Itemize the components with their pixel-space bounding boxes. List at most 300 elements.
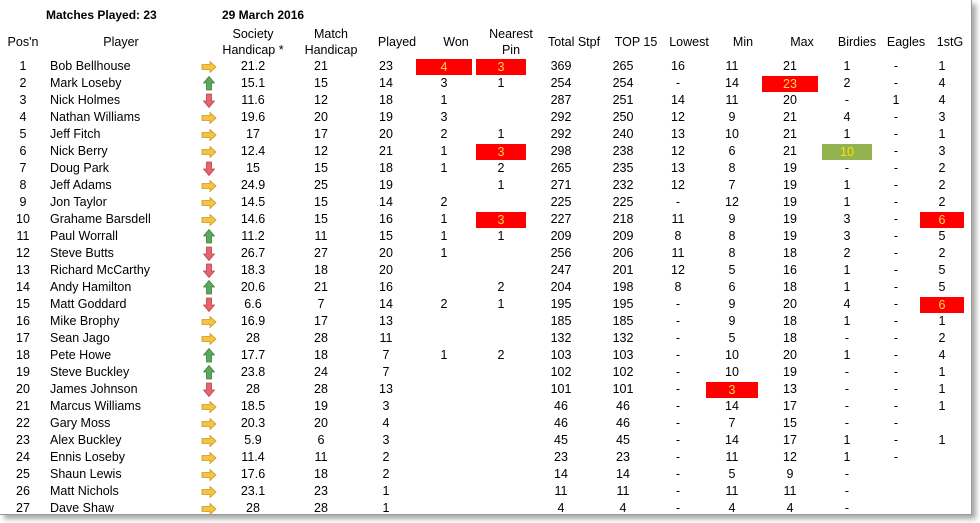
top15-score-cell: 132 — [612, 331, 634, 345]
lowest-score-cell: - — [675, 195, 681, 209]
min-score-cell: 7 — [728, 416, 736, 430]
header-birdies: Birdies — [837, 35, 877, 49]
player-name-cell: Andy Hamilton — [50, 280, 132, 294]
table-row — [0, 245, 966, 262]
lowest-score-cell: 14 — [671, 93, 685, 107]
player-name-cell: Dave Shaw — [50, 501, 114, 515]
total-stableford-cell: 265 — [550, 161, 572, 175]
top15-score-cell: 103 — [612, 348, 634, 362]
match-handicap-cell: 17 — [314, 314, 328, 328]
min-score-cell: 10 — [725, 348, 739, 362]
arrow-right-icon — [196, 466, 222, 483]
min-score-cell: 14 — [725, 76, 739, 90]
player-name-cell: Mike Brophy — [50, 314, 120, 328]
top15-score-cell: 45 — [616, 433, 630, 447]
lowest-score-cell: 8 — [674, 229, 682, 243]
total-stableford-cell: 271 — [550, 178, 572, 192]
max-score-cell: 19 — [783, 365, 797, 379]
player-name-cell: Jon Taylor — [50, 195, 107, 209]
player-name-cell: Marcus Williams — [50, 399, 141, 413]
total-stableford-cell: 46 — [554, 416, 568, 430]
table-row — [0, 126, 966, 143]
nearest-pin-count-cell — [474, 449, 528, 466]
nearest-pin-count-cell — [474, 398, 528, 415]
lowest-score-cell: - — [675, 416, 681, 430]
top15-score-cell: 102 — [612, 365, 634, 379]
nearest-pin-count-cell — [474, 211, 528, 228]
top15-score-cell: 195 — [612, 297, 634, 311]
standings-table — [0, 58, 966, 517]
lowest-score-cell: 11 — [671, 212, 685, 226]
won-count-cell — [414, 483, 474, 500]
table-row — [0, 296, 966, 313]
society-handicap-cell: 6.6 — [244, 297, 262, 311]
match-handicap-cell: 28 — [314, 501, 328, 515]
first-gross-count-cell: 2 — [938, 246, 946, 260]
pos-cell-cell: 27 — [16, 501, 30, 515]
pos-cell-cell: 9 — [19, 195, 27, 209]
society-handicap-cell: 28 — [246, 382, 260, 396]
pos-cell-cell: 21 — [16, 399, 30, 413]
header-lowest: Lowest — [669, 35, 709, 49]
society-handicap-cell: 28 — [246, 501, 260, 515]
top15-score-cell: 101 — [612, 382, 634, 396]
max-score-cell: 9 — [786, 467, 794, 481]
eagles-count-cell: - — [893, 365, 899, 379]
player-name-cell: Jeff Adams — [50, 178, 112, 192]
nearest-pin-count-cell: 1 — [497, 127, 505, 141]
eagles-count-cell: - — [893, 450, 899, 464]
player-name-cell: Nathan Williams — [50, 110, 141, 124]
pos-cell-cell: 6 — [19, 144, 27, 158]
eagles-count-cell: - — [893, 314, 899, 328]
society-handicap-cell: 26.7 — [240, 246, 266, 260]
header-max: Max — [790, 35, 814, 49]
society-handicap-cell: 12.4 — [240, 144, 266, 158]
min-score-cell: 11 — [725, 59, 739, 73]
birdies-count-cell — [820, 143, 874, 160]
nearest-pin-count-cell: 1 — [497, 178, 505, 192]
society-handicap-cell: 14.5 — [240, 195, 266, 209]
top15-score-cell: 14 — [616, 467, 630, 481]
society-handicap-cell: 28 — [246, 331, 260, 345]
pos-cell-cell: 13 — [16, 263, 30, 277]
won-count-highlighted: 4 — [416, 59, 472, 75]
match-handicap-cell: 20 — [314, 110, 328, 124]
pos-cell-cell: 8 — [19, 178, 27, 192]
arrow-down-icon — [196, 245, 222, 262]
arrow-right-icon — [196, 177, 222, 194]
eagles-count-cell: - — [893, 127, 899, 141]
society-handicap-cell: 15 — [246, 161, 260, 175]
first-gross-count-cell — [918, 415, 966, 432]
arrow-up-icon — [196, 279, 222, 296]
lowest-score-cell: - — [675, 484, 681, 498]
player-name-cell: Bob Bellhouse — [50, 59, 131, 73]
eagles-count-cell — [874, 483, 918, 500]
min-score-cell: 10 — [725, 365, 739, 379]
arrow-right-icon — [196, 143, 222, 160]
top15-score-cell: 206 — [612, 246, 634, 260]
top15-score-cell: 240 — [612, 127, 634, 141]
max-score-cell: 20 — [783, 348, 797, 362]
won-count-cell: 3 — [440, 110, 448, 124]
society-handicap-cell: 20.3 — [240, 416, 266, 430]
min-score-cell: 5 — [728, 331, 736, 345]
table-row — [0, 347, 966, 364]
total-stableford-cell: 287 — [550, 93, 572, 107]
pos-cell-cell: 19 — [16, 365, 30, 379]
eagles-count-cell — [874, 500, 918, 517]
eagles-count-cell: - — [893, 161, 899, 175]
lowest-score-cell: 12 — [671, 110, 685, 124]
eagles-count-cell: - — [893, 229, 899, 243]
birdies-count-cell: - — [844, 416, 850, 430]
birdies-count-cell: 3 — [843, 212, 851, 226]
arrow-right-icon — [196, 313, 222, 330]
table-row — [0, 211, 966, 228]
nearest-pin-count-cell — [474, 483, 528, 500]
played-count-cell: 20 — [379, 263, 393, 277]
player-name-cell: Shaun Lewis — [50, 467, 122, 481]
eagles-count-cell: - — [893, 280, 899, 294]
header-eagles: Eagles — [886, 35, 926, 49]
first-gross-count-cell — [918, 483, 966, 500]
lowest-score-cell: - — [675, 348, 681, 362]
first-gross-count-cell: 1 — [938, 382, 946, 396]
player-name-cell: Nick Berry — [50, 144, 108, 158]
played-count-cell: 3 — [382, 433, 390, 447]
max-score-cell: 19 — [783, 161, 797, 175]
society-handicap-cell: 21.2 — [240, 59, 266, 73]
top15-score-cell: 238 — [612, 144, 634, 158]
first-gross-count-cell — [918, 500, 966, 517]
top15-score-cell: 4 — [619, 501, 627, 515]
birdies-count-cell: - — [844, 399, 850, 413]
total-stableford-cell: 103 — [550, 348, 572, 362]
table-date: 29 March 2016 — [222, 8, 305, 22]
match-handicap-cell: 23 — [314, 484, 328, 498]
top15-score-cell: 11 — [616, 484, 630, 498]
player-name-cell: Mark Loseby — [50, 76, 122, 90]
birdies-count-cell: 3 — [843, 229, 851, 243]
eagles-count-cell: - — [893, 59, 899, 73]
top15-score-cell: 46 — [616, 399, 630, 413]
player-name-cell: Jeff Fitch — [50, 127, 101, 141]
match-handicap-cell: 28 — [314, 331, 328, 345]
min-score-cell: 5 — [728, 263, 736, 277]
match-handicap-cell: 27 — [314, 246, 328, 260]
total-stableford-cell: 209 — [550, 229, 572, 243]
total-stableford-cell: 14 — [554, 467, 568, 481]
first-gross-count-cell: 1 — [938, 127, 946, 141]
first-gross-count-cell: 5 — [938, 280, 946, 294]
min-score-cell: 8 — [728, 229, 736, 243]
society-handicap-cell: 18.5 — [240, 399, 266, 413]
arrow-right-icon — [196, 500, 222, 517]
max-score-cell: 12 — [783, 450, 797, 464]
birdies-count-cell: 1 — [843, 263, 851, 277]
lowest-score-cell: 8 — [674, 280, 682, 294]
arrow-up-icon — [196, 75, 222, 92]
first-gross-count-cell: 1 — [938, 399, 946, 413]
pos-cell-cell: 25 — [16, 467, 30, 481]
nearest-pin-count-cell — [474, 313, 528, 330]
top15-score-cell: 254 — [612, 76, 634, 90]
total-stableford-cell: 46 — [554, 399, 568, 413]
lowest-score-cell: - — [675, 501, 681, 515]
birdies-count-cell: 1 — [843, 314, 851, 328]
header-played: Played — [377, 35, 417, 49]
eagles-count-cell: - — [893, 212, 899, 226]
played-count-cell: 4 — [382, 416, 390, 430]
total-stableford-cell: 101 — [550, 382, 572, 396]
total-stableford-cell: 292 — [550, 127, 572, 141]
pos-cell-cell: 18 — [16, 348, 30, 362]
min-score-cell: 5 — [728, 467, 736, 481]
nearest-pin-count-cell — [474, 92, 528, 109]
won-count-cell — [414, 415, 474, 432]
nearest-pin-count-cell — [474, 432, 528, 449]
arrow-right-icon — [196, 58, 222, 75]
birdies-count-cell: 1 — [843, 178, 851, 192]
played-count-cell: 16 — [379, 280, 393, 294]
birdies-count-cell: 2 — [843, 246, 851, 260]
total-stableford-cell: 185 — [550, 314, 572, 328]
society-handicap-cell: 11.2 — [241, 229, 265, 243]
total-stableford-cell: 225 — [550, 195, 572, 209]
table-row — [0, 194, 966, 211]
table-row — [0, 262, 966, 279]
lowest-score-cell: 13 — [671, 161, 685, 175]
played-count-cell: 14 — [379, 76, 393, 90]
first-gross-count-highlighted: 6 — [920, 297, 964, 313]
played-count-cell: 13 — [379, 314, 393, 328]
society-handicap-cell: 19.6 — [240, 110, 266, 124]
society-handicap-cell: 20.6 — [240, 280, 266, 294]
played-count-cell: 20 — [379, 127, 393, 141]
won-count-cell — [414, 313, 474, 330]
won-count-cell: 1 — [440, 246, 448, 260]
eagles-count-cell: - — [893, 433, 899, 447]
birdies-count-cell: 1 — [843, 195, 851, 209]
birdies-count-cell: 1 — [843, 280, 851, 294]
match-handicap-cell: 20 — [314, 416, 328, 430]
first-gross-count-cell: 2 — [938, 161, 946, 175]
match-handicap-cell: 19 — [314, 399, 328, 413]
total-stableford-cell: 132 — [550, 331, 572, 345]
total-stableford-cell: 369 — [550, 59, 572, 73]
birdies-count-cell: 2 — [843, 76, 851, 90]
played-count-cell: 3 — [382, 399, 390, 413]
total-stableford-cell: 23 — [554, 450, 568, 464]
pos-cell-cell: 7 — [19, 161, 27, 175]
player-name-cell: Grahame Barsdell — [50, 212, 151, 226]
min-score-cell: 8 — [728, 161, 736, 175]
top15-score-cell: 46 — [616, 416, 630, 430]
played-count-cell: 14 — [379, 195, 393, 209]
birdies-count-cell: 1 — [843, 348, 851, 362]
played-count-cell: 11 — [379, 331, 393, 345]
table-row — [0, 483, 966, 500]
lowest-score-cell: 16 — [671, 59, 685, 73]
pos-cell-cell: 14 — [16, 280, 30, 294]
min-score-cell: 7 — [728, 178, 736, 192]
total-stableford-cell: 4 — [557, 501, 565, 515]
table-row — [0, 75, 966, 92]
max-score-cell: 19 — [783, 212, 797, 226]
arrow-down-icon — [196, 92, 222, 109]
arrow-up-icon — [196, 347, 222, 364]
lowest-score-cell: - — [675, 450, 681, 464]
first-gross-count-cell: 4 — [938, 93, 946, 107]
match-handicap-cell: 11 — [314, 229, 328, 243]
player-name-cell: James Johnson — [50, 382, 138, 396]
eagles-count-cell: - — [893, 246, 899, 260]
match-handicap-cell: 15 — [314, 195, 328, 209]
arrow-up-icon — [196, 364, 222, 381]
table-row — [0, 109, 966, 126]
society-handicap-cell: 15.1 — [240, 76, 266, 90]
arrow-right-icon — [196, 330, 222, 347]
nearest-pin-count-cell — [474, 262, 528, 279]
match-handicap-cell: 18 — [314, 467, 328, 481]
header-player: Player — [103, 35, 139, 49]
header-top15: TOP 15 — [614, 35, 658, 49]
won-count-cell — [414, 398, 474, 415]
birdies-count-highlighted: 10 — [822, 144, 872, 160]
player-name-cell: Pete Howe — [50, 348, 112, 362]
won-count-cell: 1 — [440, 348, 448, 362]
nearest-pin-count-cell — [474, 364, 528, 381]
match-handicap-cell: 18 — [314, 348, 328, 362]
arrow-right-icon — [196, 109, 222, 126]
player-name-cell: Steve Buckley — [50, 365, 130, 379]
player-name-cell: Nick Holmes — [50, 93, 121, 107]
arrow-right-icon — [196, 483, 222, 500]
arrow-right-icon — [196, 432, 222, 449]
min-score-cell: 9 — [728, 297, 736, 311]
max-score-cell: 17 — [783, 399, 797, 413]
table-row — [0, 364, 966, 381]
min-score-cell: 8 — [728, 246, 736, 260]
player-name-cell: Richard McCarthy — [50, 263, 151, 277]
pos-cell-cell: 2 — [19, 76, 27, 90]
top15-score-cell: 209 — [612, 229, 634, 243]
max-score-cell: 4 — [786, 501, 794, 515]
max-score-cell: 18 — [783, 280, 797, 294]
arrow-down-icon — [196, 381, 222, 398]
pos-cell-cell: 1 — [19, 59, 27, 73]
eagles-count-cell: - — [893, 178, 899, 192]
won-count-cell: 1 — [440, 161, 448, 175]
top15-score-cell: 198 — [612, 280, 634, 294]
first-gross-count-cell — [918, 466, 966, 483]
eagles-count-cell: - — [893, 76, 899, 90]
played-count-cell: 7 — [382, 365, 390, 379]
eagles-count-cell: - — [893, 399, 899, 413]
birdies-count-cell: 1 — [843, 450, 851, 464]
arrow-up-icon — [196, 228, 222, 245]
top15-score-cell: 23 — [616, 450, 630, 464]
top15-score-cell: 201 — [612, 263, 634, 277]
arrow-down-icon — [196, 262, 222, 279]
first-gross-count-cell: 3 — [938, 144, 946, 158]
birdies-count-cell: - — [844, 93, 850, 107]
pos-cell-cell: 12 — [16, 246, 30, 260]
table-row — [0, 313, 966, 330]
table-row — [0, 58, 966, 75]
played-count-cell: 1 — [382, 484, 390, 498]
eagles-count-cell: - — [893, 331, 899, 345]
arrow-right-icon — [196, 126, 222, 143]
min-score-highlighted: 3 — [706, 382, 758, 398]
first-gross-count-cell: 5 — [938, 229, 946, 243]
played-count-cell: 14 — [379, 297, 393, 311]
eagles-count-cell: - — [893, 195, 899, 209]
total-stableford-cell: 195 — [550, 297, 572, 311]
pos-cell-cell: 20 — [16, 382, 30, 396]
birdies-count-cell: 1 — [843, 433, 851, 447]
table-row — [0, 432, 966, 449]
played-count-cell: 16 — [379, 212, 393, 226]
birdies-count-cell: 4 — [843, 297, 851, 311]
max-score-cell: 13 — [783, 382, 797, 396]
min-score-cell: 14 — [725, 399, 739, 413]
match-handicap-cell: 28 — [314, 382, 328, 396]
match-handicap-cell: 15 — [314, 161, 328, 175]
arrow-right-icon — [196, 398, 222, 415]
top15-score-cell: 251 — [612, 93, 634, 107]
first-gross-count-cell: 2 — [938, 331, 946, 345]
pos-cell-cell: 16 — [16, 314, 30, 328]
min-score-cell: 9 — [728, 314, 736, 328]
match-handicap-cell: 25 — [314, 178, 328, 192]
nearest-pin-count-cell — [474, 143, 528, 160]
max-score-highlighted: 23 — [762, 76, 818, 92]
arrow-right-icon — [196, 415, 222, 432]
birdies-count-cell: 4 — [843, 110, 851, 124]
first-gross-count-cell: 1 — [938, 59, 946, 73]
birdies-count-cell: - — [844, 467, 850, 481]
total-stableford-cell: 102 — [550, 365, 572, 379]
match-handicap-cell: 18 — [314, 263, 328, 277]
match-handicap-cell: 12 — [314, 93, 328, 107]
max-score-cell: 21 — [783, 144, 797, 158]
arrow-down-icon — [196, 296, 222, 313]
nearest-pin-count-cell: 2 — [497, 161, 505, 175]
player-name-cell: Gary Moss — [50, 416, 111, 430]
lowest-score-cell: - — [675, 382, 681, 396]
top15-score-cell: 232 — [612, 178, 634, 192]
max-score-cell: 11 — [783, 484, 797, 498]
lowest-score-cell: - — [675, 76, 681, 90]
pos-cell-cell: 5 — [19, 127, 27, 141]
top15-score-cell: 265 — [612, 59, 634, 73]
match-handicap-cell: 21 — [314, 59, 328, 73]
played-count-cell: 15 — [379, 229, 393, 243]
header-society-handicap: Society Handicap * — [222, 27, 284, 57]
min-score-cell — [704, 381, 760, 398]
nearest-pin-count-highlighted: 3 — [476, 212, 526, 228]
max-score-cell: 20 — [783, 93, 797, 107]
pos-cell-cell: 4 — [19, 110, 27, 124]
society-handicap-cell: 14.6 — [240, 212, 266, 226]
max-score-cell: 19 — [783, 229, 797, 243]
max-score-cell: 19 — [783, 195, 797, 209]
table-row — [0, 381, 966, 398]
birdies-count-cell: - — [844, 365, 850, 379]
